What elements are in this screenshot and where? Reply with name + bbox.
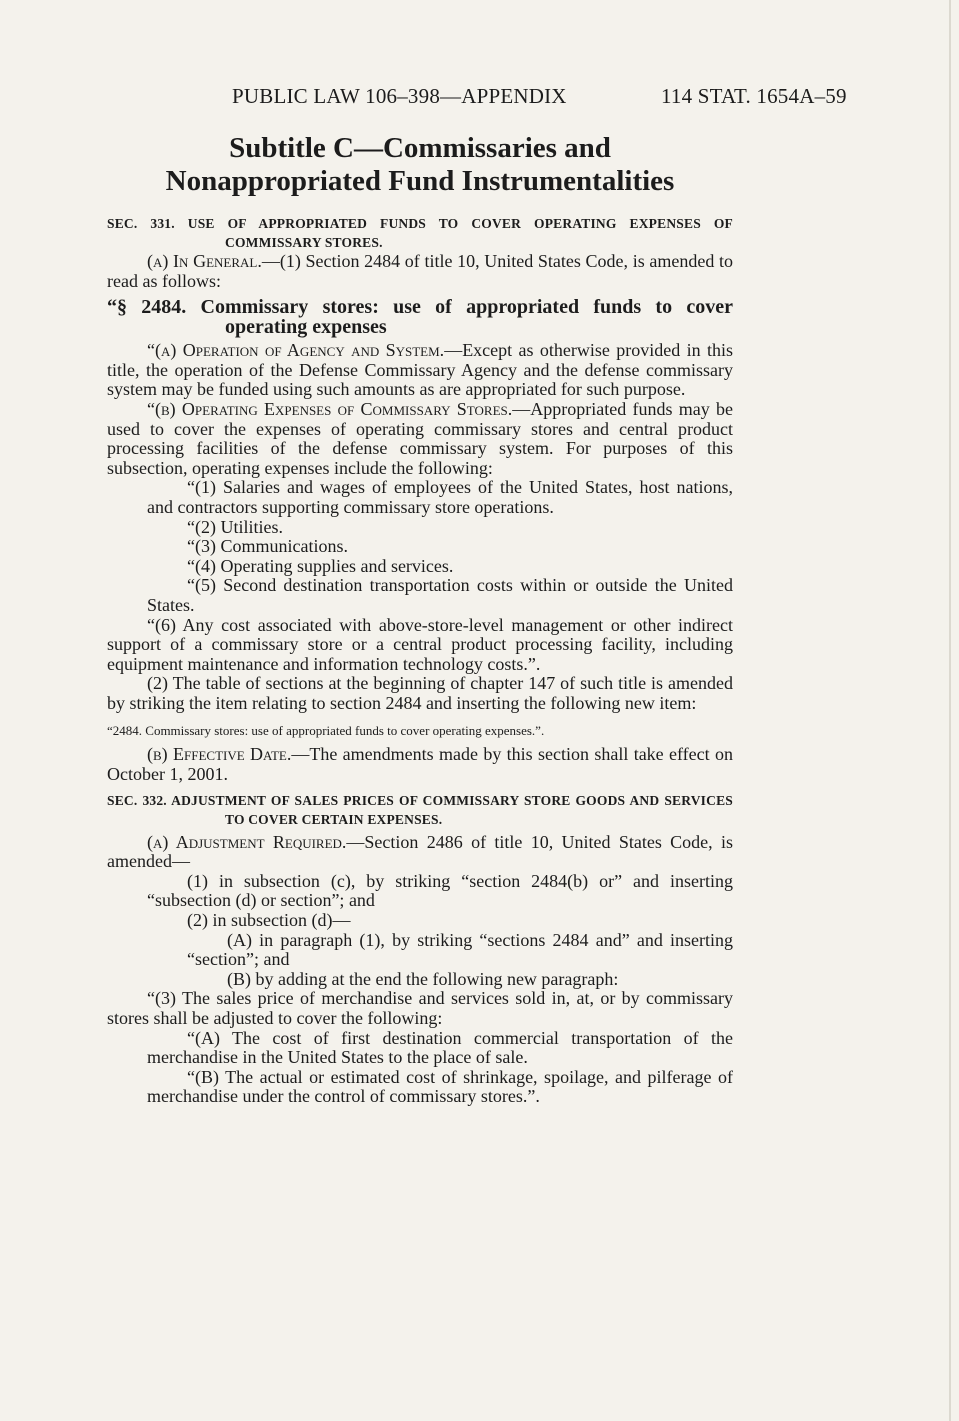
new-paragraph-3-B: “(B) The actual or estimated cost of shrinkage, spoilage, and pilferage of merchandise under the control of commissary stores.”. <box>147 1066 733 1107</box>
sec-331-heading: SEC. 331. USE OF APPROPRIATED FUNDS TO COVER OPERATING EXPENSES OF COMMISSARY STORES. <box>107 216 733 250</box>
sec-331-a-label: (a) In General. <box>147 251 262 271</box>
table-of-sections-item: “2484. Commissary stores: use of appropriated funds to cover operating expenses.”. <box>107 723 545 739</box>
sec-332-item-A: (A) in paragraph (1), by striking “sections 2484 and” and inserting “section”; and <box>187 929 733 970</box>
sec-332-item-2: (2) in subsection (d)— <box>187 910 351 931</box>
sec-332-a-label: (a) Adjustment Required. <box>147 831 347 852</box>
page-edge-shadow <box>949 0 951 1421</box>
new-paragraph-3: “(3) The sales price of merchandise and services sold in, at, or by commissary stores shall be adjusted to cover the following: <box>107 988 733 1028</box>
expense-item-4: “(4) Operating supplies and services. <box>187 555 454 576</box>
sec-332-heading: SEC. 332. ADJUSTMENT OF SALES PRICES OF COMMISSARY STORE GOODS AND SERVICES TO COVER CERTAIN EXPENSES. <box>107 792 733 827</box>
sec-332-a <box>107 833 733 872</box>
expense-item-1: “(1) Salaries and wages of employees of the United States, host nations, and contractors supporting commissary store operations. <box>147 477 733 517</box>
sec-332-a-text: —Section 2486 of title 10, United States Code, is amended— <box>107 831 733 872</box>
subtitle-heading <box>100 132 740 198</box>
code-subsection-a-label: “(a) Operation of Agency and System. <box>147 340 445 361</box>
code-subsection-a <box>107 341 733 400</box>
sec-332-item-1: (1) in subsection (c), by striking “section 2484(b) or” and inserting “subsection (d) or section”; and <box>147 870 733 911</box>
running-header-left: PUBLIC LAW 106–398—APPENDIX <box>232 84 567 108</box>
expense-item-5: “(5) Second destination transportation costs within or outside the United States. <box>147 575 733 615</box>
sec-332-item-B: (B) by adding at the end the following new paragraph: <box>227 968 619 989</box>
sec-331-a-text: —(1) Section 2484 of title 10, United States Code, is amended to read as follows: <box>107 251 733 291</box>
code-subsection-b <box>107 400 733 478</box>
code-section-heading: “§ 2484. Commissary stores: use of appropriated funds to cover operating expenses <box>107 296 733 339</box>
code-subsection-a-text: —Except as otherwise provided in this title, the operation of the Defense Commissary Agency and the defense commissary system may be funded using such amounts as are appropriated for such purpose. <box>107 340 733 400</box>
sec-331-b <box>107 745 733 784</box>
subtitle-line-2: Nonappropriated Fund Instrumentalities <box>165 165 675 197</box>
sec-331-a <box>107 252 733 291</box>
new-paragraph-3-A: “(A) The cost of first destination commercial transportation of the merchandise in the United States to the place of sale. <box>147 1027 733 1068</box>
sec-331-paragraph-2: (2) The table of sections at the beginning of chapter 147 of such title is amended by striking the item relating to section 2484 and inserting the following new item: <box>107 673 733 713</box>
code-subsection-b-label: “(b) Operating Expenses of Commissary Stores. <box>147 398 513 419</box>
expense-item-2: “(2) Utilities. <box>187 516 283 537</box>
expense-item-3: “(3) Communications. <box>187 536 348 557</box>
expense-item-6: “(6) Any cost associated with above-store-level management or other indirect support of a commissary store or a central product processing facility, including equipment maintenance and information technology costs.”. <box>107 614 733 674</box>
running-header-right: 114 STAT. 1654A–59 <box>661 84 847 108</box>
sec-331-b-label: (b) Effective Date. <box>147 744 292 765</box>
code-subsection-b-text: —Appropriated funds may be used to cover the expenses of operating commissary stores and central product processing facilities of the defense commissary system. For purposes of this subsection, operating expenses include the following: <box>107 398 733 478</box>
subtitle-line-1: Subtitle C—Commissaries and <box>229 132 611 164</box>
sec-331-b-text: —The amendments made by this section shall take effect on October 1, 2001. <box>107 744 733 785</box>
body-text <box>107 214 733 1107</box>
